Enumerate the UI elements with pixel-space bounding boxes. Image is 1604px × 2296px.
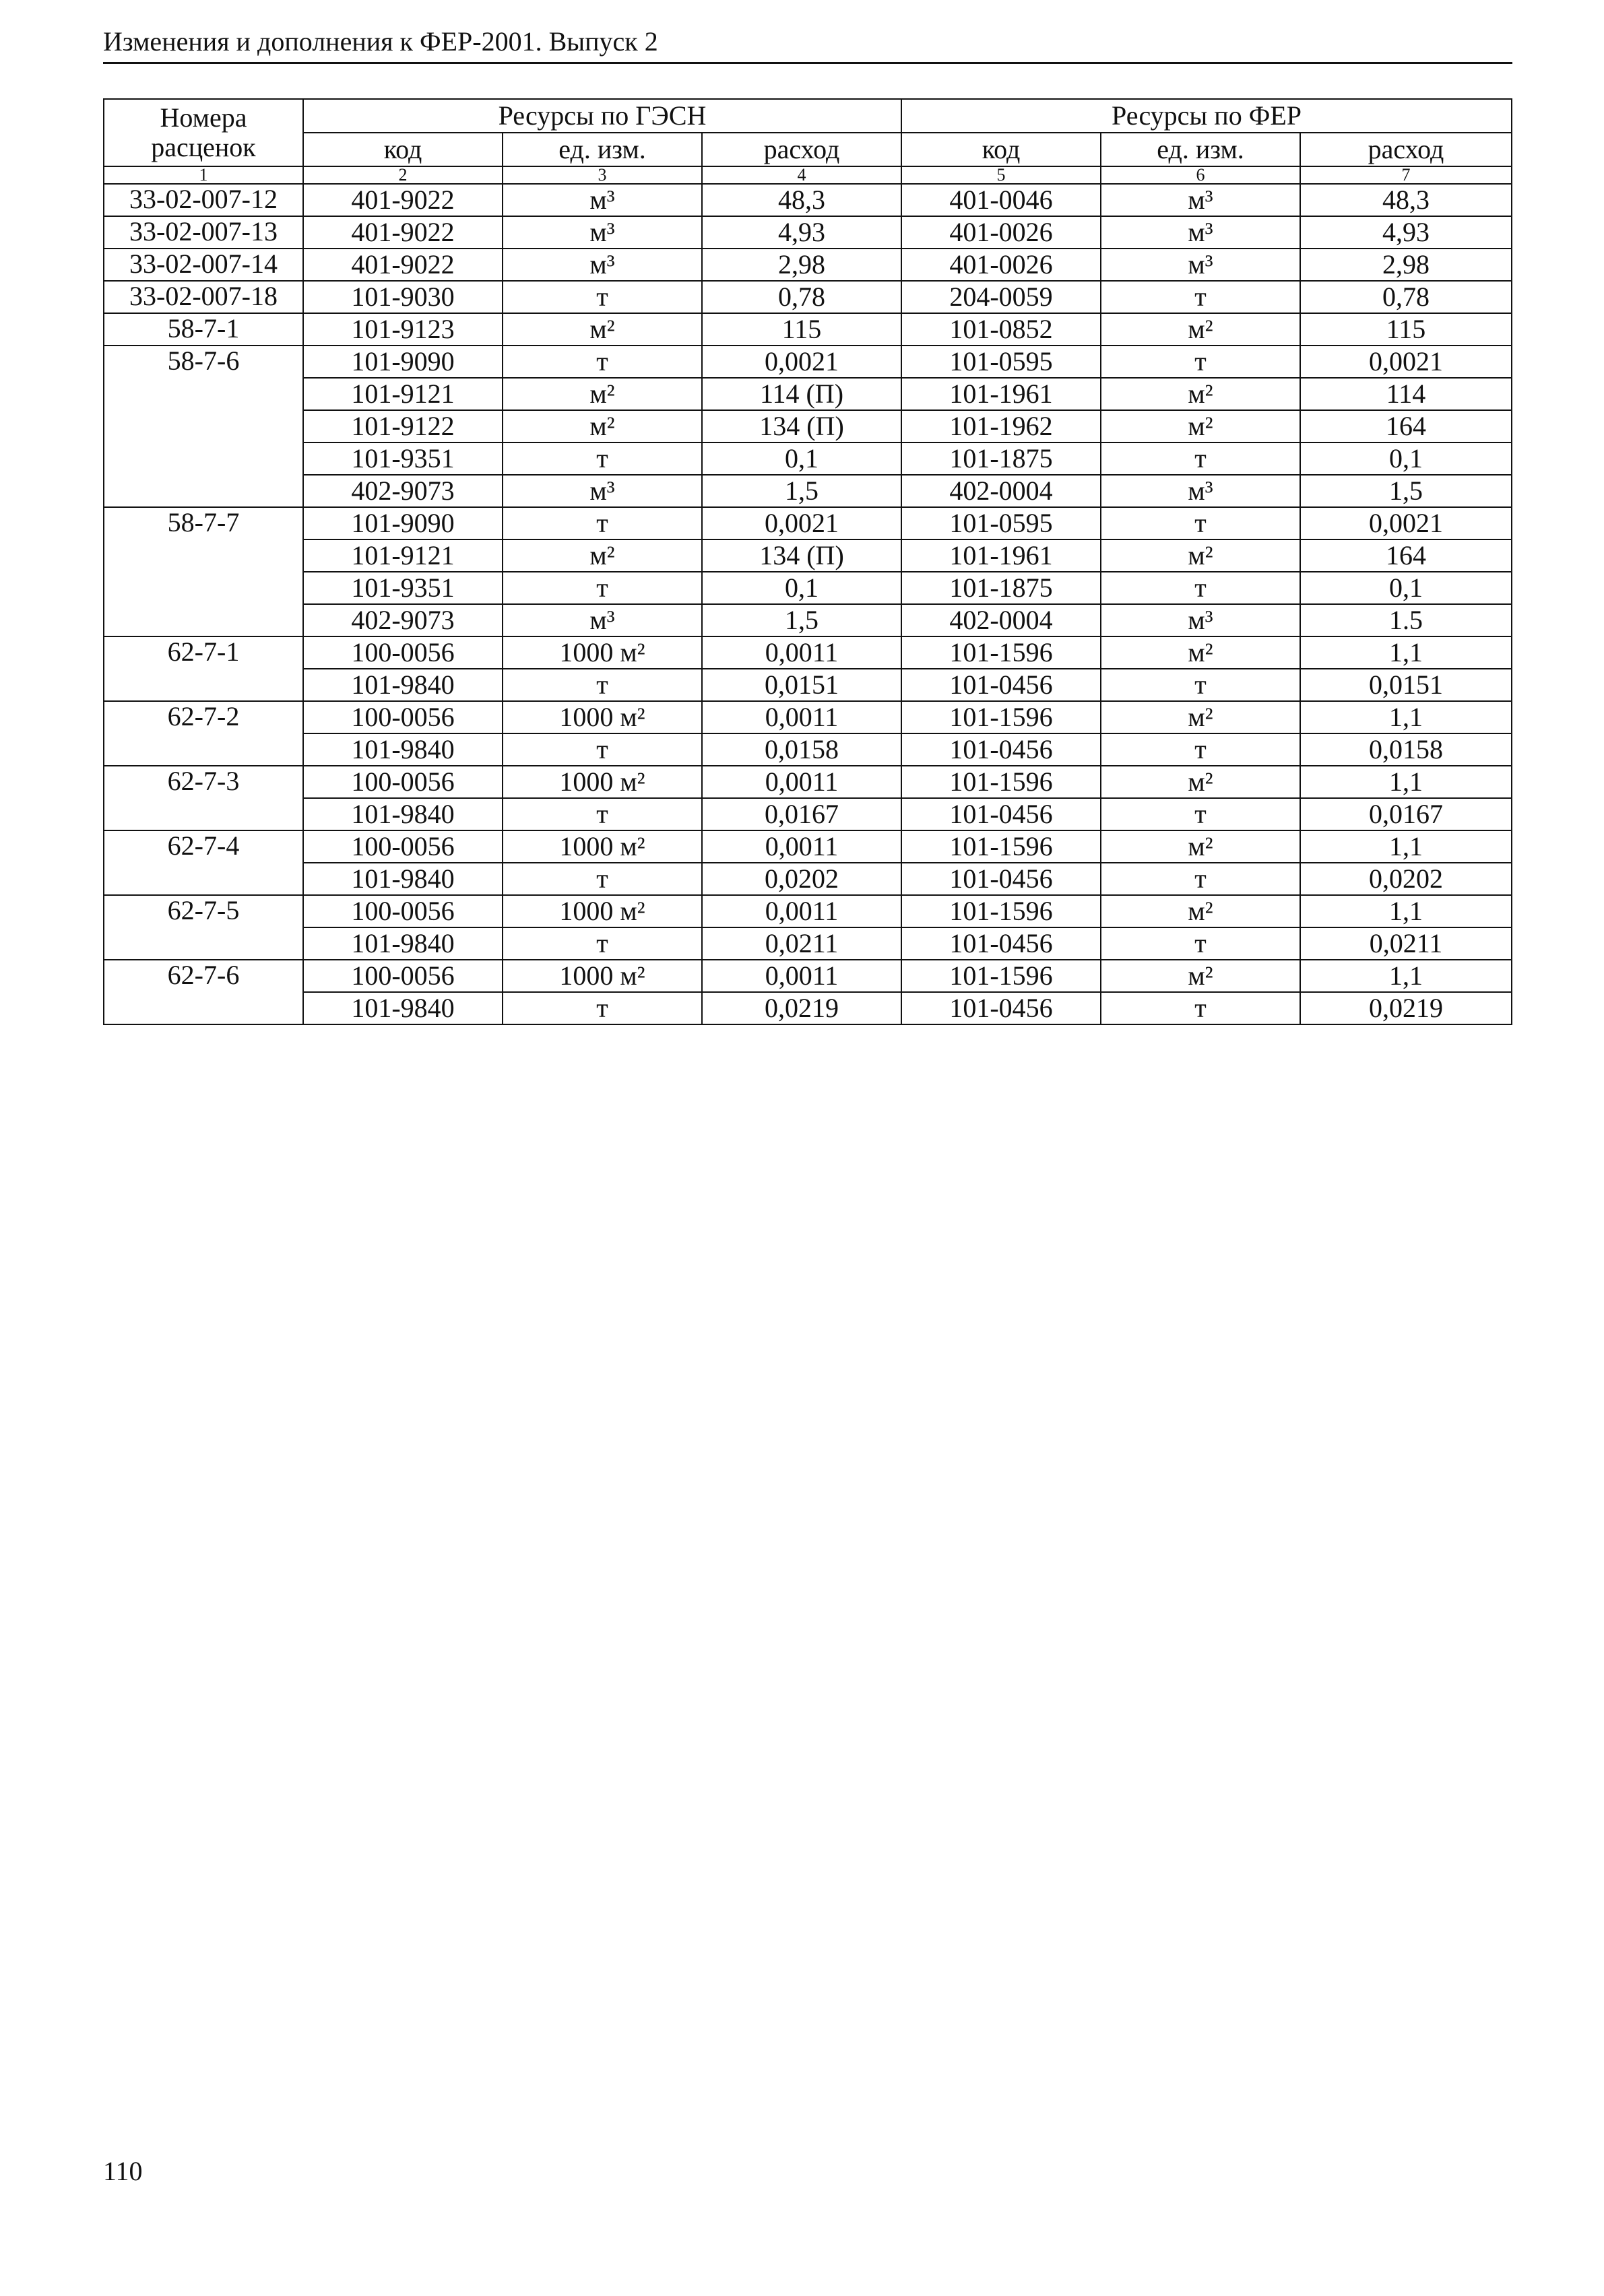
table-row	[104, 636, 1512, 669]
fer-qty-cell: 4,93	[1300, 216, 1512, 249]
group-header-gesn: Ресурсы по ГЭСН	[303, 99, 901, 133]
fer-code-cell: 401-0026	[901, 216, 1101, 249]
gesn-qty-cell: 115	[702, 313, 901, 346]
gesn-code-cell: 100-0056	[303, 636, 503, 669]
fer-unit-cell: т	[1101, 733, 1300, 766]
fer-code-cell: 101-1596	[901, 895, 1101, 927]
gesn-code-cell: 100-0056	[303, 960, 503, 992]
fer-qty-cell: 0,0158	[1300, 733, 1512, 766]
gesn-qty-cell: 0,78	[702, 281, 901, 313]
fer-unit-cell: м³	[1101, 475, 1300, 507]
table-row	[104, 733, 1512, 766]
gesn-unit-cell: м²	[503, 410, 702, 442]
fer-qty-cell: 0,0021	[1300, 346, 1512, 378]
column-number-cell: 3	[503, 166, 702, 184]
resources-table	[103, 98, 1512, 1025]
table-row	[104, 442, 1512, 475]
fer-qty-cell: 1,1	[1300, 701, 1512, 733]
gesn-code-cell: 101-9030	[303, 281, 503, 313]
fer-code-cell: 101-0456	[901, 992, 1101, 1024]
gesn-code-cell: 401-9022	[303, 216, 503, 249]
fer-unit-cell: т	[1101, 442, 1300, 475]
gesn-code-cell: 101-9840	[303, 669, 503, 701]
table-row	[104, 572, 1512, 604]
gesn-qty-cell: 0,0167	[702, 798, 901, 830]
fer-code-cell: 101-1875	[901, 442, 1101, 475]
sub-header-cell: ед. изм.	[503, 133, 702, 166]
fer-unit-cell: т	[1101, 798, 1300, 830]
table-row	[104, 604, 1512, 636]
fer-unit-cell: т	[1101, 281, 1300, 313]
table-row	[104, 249, 1512, 281]
table-row	[104, 798, 1512, 830]
gesn-unit-cell: 1000 м²	[503, 766, 702, 798]
fer-code-cell: 101-0852	[901, 313, 1101, 346]
sub-header-cell: расход	[702, 133, 901, 166]
gesn-code-cell: 101-9840	[303, 927, 503, 960]
table-row	[104, 895, 1512, 927]
gesn-code-cell: 101-9090	[303, 507, 503, 539]
gesn-qty-cell: 0,1	[702, 572, 901, 604]
gesn-unit-cell: м²	[503, 313, 702, 346]
fer-unit-cell: т	[1101, 346, 1300, 378]
gesn-unit-cell: т	[503, 507, 702, 539]
rate-number-cell: 33-02-007-13	[104, 216, 303, 249]
fer-qty-cell: 1,1	[1300, 636, 1512, 669]
column-number-row	[104, 166, 1512, 184]
gesn-code-cell: 101-9090	[303, 346, 503, 378]
gesn-unit-cell: 1000 м²	[503, 830, 702, 863]
fer-unit-cell: т	[1101, 927, 1300, 960]
fer-unit-cell: т	[1101, 669, 1300, 701]
column-number-cell: 7	[1300, 166, 1512, 184]
gesn-qty-cell: 1,5	[702, 475, 901, 507]
fer-qty-cell: 114	[1300, 378, 1512, 410]
table-row	[104, 766, 1512, 798]
gesn-unit-cell: 1000 м²	[503, 701, 702, 733]
gesn-unit-cell: т	[503, 798, 702, 830]
gesn-qty-cell: 0,0202	[702, 863, 901, 895]
gesn-qty-cell: 134 (П)	[702, 410, 901, 442]
gesn-code-cell: 101-9840	[303, 992, 503, 1024]
gesn-unit-cell: м²	[503, 539, 702, 572]
fer-unit-cell: м²	[1101, 410, 1300, 442]
rate-number-cell: 33-02-007-14	[104, 249, 303, 281]
fer-qty-cell: 1,1	[1300, 895, 1512, 927]
fer-code-cell: 204-0059	[901, 281, 1101, 313]
rate-number-cell: 62-7-4	[104, 830, 303, 863]
table-row	[104, 669, 1512, 701]
fer-qty-cell: 0,1	[1300, 572, 1512, 604]
fer-unit-cell: м²	[1101, 539, 1300, 572]
gesn-code-cell: 402-9073	[303, 604, 503, 636]
gesn-unit-cell: м³	[503, 216, 702, 249]
rate-number-cell: 62-7-6	[104, 960, 303, 992]
gesn-code-cell: 401-9022	[303, 184, 503, 216]
gesn-unit-cell: м³	[503, 604, 702, 636]
rate-number-cell	[104, 539, 303, 572]
fer-code-cell: 101-0595	[901, 346, 1101, 378]
fer-unit-cell: м²	[1101, 313, 1300, 346]
fer-qty-cell: 0,0021	[1300, 507, 1512, 539]
rate-number-cell	[104, 378, 303, 410]
gesn-unit-cell: м²	[503, 378, 702, 410]
rate-number-cell: 62-7-5	[104, 895, 303, 927]
column-number-cell: 1	[104, 166, 303, 184]
fer-code-cell: 101-0456	[901, 733, 1101, 766]
fer-code-cell: 101-1596	[901, 960, 1101, 992]
fer-unit-cell: т	[1101, 992, 1300, 1024]
gesn-qty-cell: 0,0011	[702, 636, 901, 669]
column-number-cell: 2	[303, 166, 503, 184]
fer-unit-cell: т	[1101, 572, 1300, 604]
gesn-code-cell: 402-9073	[303, 475, 503, 507]
gesn-qty-cell: 0,0211	[702, 927, 901, 960]
gesn-qty-cell: 0,0011	[702, 701, 901, 733]
rate-number-cell	[104, 927, 303, 960]
gesn-unit-cell: м³	[503, 184, 702, 216]
table-row	[104, 701, 1512, 733]
fer-qty-cell: 0,0211	[1300, 927, 1512, 960]
sub-header-cell: код	[901, 133, 1101, 166]
gesn-unit-cell: т	[503, 733, 702, 766]
fer-qty-cell: 1.5	[1300, 604, 1512, 636]
rate-number-cell	[104, 669, 303, 701]
gesn-unit-cell: 1000 м²	[503, 895, 702, 927]
gesn-code-cell: 101-9840	[303, 733, 503, 766]
fer-qty-cell: 0,0202	[1300, 863, 1512, 895]
fer-code-cell: 101-1875	[901, 572, 1101, 604]
fer-qty-cell: 2,98	[1300, 249, 1512, 281]
gesn-unit-cell: т	[503, 281, 702, 313]
gesn-qty-cell: 0,0011	[702, 830, 901, 863]
table-row	[104, 475, 1512, 507]
gesn-code-cell: 100-0056	[303, 766, 503, 798]
rate-number-cell: 33-02-007-12	[104, 184, 303, 216]
fer-code-cell: 101-0456	[901, 863, 1101, 895]
rate-number-cell	[104, 798, 303, 830]
sub-header-cell: ед. изм.	[1101, 133, 1300, 166]
fer-unit-cell: м³	[1101, 249, 1300, 281]
fer-unit-cell: м³	[1101, 184, 1300, 216]
group-header-fer: Ресурсы по ФЕР	[901, 99, 1512, 133]
table-row	[104, 410, 1512, 442]
gesn-unit-cell: т	[503, 992, 702, 1024]
gesn-code-cell: 100-0056	[303, 830, 503, 863]
table-row	[104, 960, 1512, 992]
table-row	[104, 378, 1512, 410]
sub-header-cell: код	[303, 133, 503, 166]
gesn-code-cell: 101-9840	[303, 798, 503, 830]
fer-code-cell: 101-0456	[901, 669, 1101, 701]
gesn-unit-cell: 1000 м²	[503, 636, 702, 669]
fer-qty-cell: 0,0167	[1300, 798, 1512, 830]
gesn-code-cell: 101-9351	[303, 572, 503, 604]
gesn-code-cell: 100-0056	[303, 701, 503, 733]
gesn-qty-cell: 134 (П)	[702, 539, 901, 572]
table-row	[104, 927, 1512, 960]
fer-unit-cell: м²	[1101, 830, 1300, 863]
rate-number-cell	[104, 992, 303, 1024]
fer-unit-cell: т	[1101, 863, 1300, 895]
table-row	[104, 184, 1512, 216]
gesn-unit-cell: 1000 м²	[503, 960, 702, 992]
gesn-qty-cell: 0,1	[702, 442, 901, 475]
gesn-qty-cell: 114 (П)	[702, 378, 901, 410]
fer-code-cell: 101-0595	[901, 507, 1101, 539]
fer-qty-cell: 0,1	[1300, 442, 1512, 475]
fer-qty-cell: 1,1	[1300, 830, 1512, 863]
fer-unit-cell: м²	[1101, 636, 1300, 669]
fer-qty-cell: 164	[1300, 539, 1512, 572]
table-row	[104, 507, 1512, 539]
sub-header-row	[104, 133, 1512, 166]
gesn-code-cell: 101-9122	[303, 410, 503, 442]
fer-code-cell: 401-0026	[901, 249, 1101, 281]
rate-number-cell	[104, 604, 303, 636]
fer-qty-cell: 164	[1300, 410, 1512, 442]
gesn-unit-cell: м³	[503, 475, 702, 507]
fer-code-cell: 402-0004	[901, 475, 1101, 507]
fer-unit-cell: м²	[1101, 960, 1300, 992]
table-row	[104, 313, 1512, 346]
gesn-code-cell: 101-9121	[303, 539, 503, 572]
page-number: 110	[103, 2156, 143, 2186]
rate-number-cell	[104, 442, 303, 475]
fer-qty-cell: 48,3	[1300, 184, 1512, 216]
fer-code-cell: 101-1961	[901, 378, 1101, 410]
gesn-code-cell: 401-9022	[303, 249, 503, 281]
gesn-qty-cell: 48,3	[702, 184, 901, 216]
gesn-qty-cell: 0,0219	[702, 992, 901, 1024]
rate-number-cell	[104, 475, 303, 507]
gesn-unit-cell: т	[503, 669, 702, 701]
gesn-code-cell: 101-9121	[303, 378, 503, 410]
rate-number-cell: 62-7-3	[104, 766, 303, 798]
page-header: Изменения и дополнения к ФЕР-2001. Выпуск 2	[103, 26, 1512, 64]
fer-code-cell: 101-1596	[901, 830, 1101, 863]
fer-code-cell: 101-0456	[901, 927, 1101, 960]
fer-code-cell: 101-0456	[901, 798, 1101, 830]
fer-unit-cell: м³	[1101, 604, 1300, 636]
gesn-qty-cell: 0,0158	[702, 733, 901, 766]
rate-number-cell: 33-02-007-18	[104, 281, 303, 313]
fer-qty-cell: 0,0219	[1300, 992, 1512, 1024]
sub-header-cell: расход	[1300, 133, 1512, 166]
fer-unit-cell: м²	[1101, 766, 1300, 798]
gesn-unit-cell: м³	[503, 249, 702, 281]
column-number-cell: 4	[702, 166, 901, 184]
rate-number-cell: 62-7-1	[104, 636, 303, 669]
fer-qty-cell: 1,1	[1300, 960, 1512, 992]
gesn-unit-cell: т	[503, 572, 702, 604]
rate-number-cell: 58-7-1	[104, 313, 303, 346]
table-row	[104, 346, 1512, 378]
fer-code-cell: 402-0004	[901, 604, 1101, 636]
table-body	[104, 184, 1512, 1024]
table-row	[104, 216, 1512, 249]
rate-number-cell	[104, 733, 303, 766]
gesn-qty-cell: 0,0021	[702, 507, 901, 539]
gesn-qty-cell: 0,0011	[702, 766, 901, 798]
table-row	[104, 281, 1512, 313]
gesn-code-cell: 100-0056	[303, 895, 503, 927]
fer-unit-cell: м²	[1101, 701, 1300, 733]
fer-code-cell: 401-0046	[901, 184, 1101, 216]
table-row	[104, 863, 1512, 895]
fer-code-cell: 101-1596	[901, 636, 1101, 669]
rate-number-cell: 58-7-6	[104, 346, 303, 378]
gesn-unit-cell: т	[503, 442, 702, 475]
gesn-qty-cell: 2,98	[702, 249, 901, 281]
col-no-header: Номера расценок	[104, 99, 303, 166]
fer-qty-cell: 115	[1300, 313, 1512, 346]
fer-unit-cell: м²	[1101, 895, 1300, 927]
rate-number-cell: 58-7-7	[104, 507, 303, 539]
gesn-code-cell: 101-9123	[303, 313, 503, 346]
rate-number-cell	[104, 572, 303, 604]
fer-qty-cell: 0,0151	[1300, 669, 1512, 701]
gesn-qty-cell: 1,5	[702, 604, 901, 636]
gesn-code-cell: 101-9840	[303, 863, 503, 895]
gesn-qty-cell: 0,0011	[702, 895, 901, 927]
fer-qty-cell: 1,5	[1300, 475, 1512, 507]
rate-number-cell: 62-7-2	[104, 701, 303, 733]
gesn-unit-cell: т	[503, 346, 702, 378]
table-row	[104, 992, 1512, 1024]
fer-qty-cell: 1,1	[1300, 766, 1512, 798]
fer-unit-cell: т	[1101, 507, 1300, 539]
rate-number-cell	[104, 410, 303, 442]
gesn-qty-cell: 0,0011	[702, 960, 901, 992]
fer-unit-cell: м³	[1101, 216, 1300, 249]
gesn-qty-cell: 4,93	[702, 216, 901, 249]
fer-unit-cell: м²	[1101, 378, 1300, 410]
fer-code-cell: 101-1962	[901, 410, 1101, 442]
gesn-qty-cell: 0,0151	[702, 669, 901, 701]
fer-code-cell: 101-1596	[901, 766, 1101, 798]
gesn-code-cell: 101-9351	[303, 442, 503, 475]
fer-code-cell: 101-1961	[901, 539, 1101, 572]
fer-qty-cell: 0,78	[1300, 281, 1512, 313]
rate-number-cell	[104, 863, 303, 895]
gesn-unit-cell: т	[503, 863, 702, 895]
gesn-qty-cell: 0,0021	[702, 346, 901, 378]
column-number-cell: 6	[1101, 166, 1300, 184]
table-row	[104, 539, 1512, 572]
table-row	[104, 830, 1512, 863]
column-number-cell: 5	[901, 166, 1101, 184]
fer-code-cell: 101-1596	[901, 701, 1101, 733]
gesn-unit-cell: т	[503, 927, 702, 960]
